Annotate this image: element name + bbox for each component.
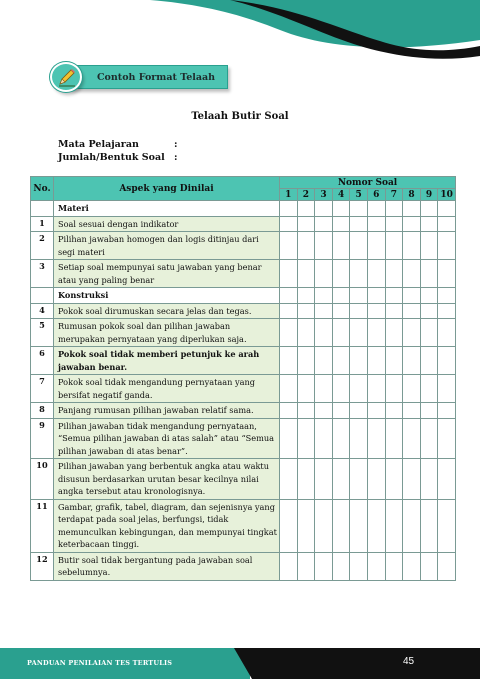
aspect-text: Pilihan jawaban yang berbentuk angka atau waktu disusun berdasarkan urutan besar kecilnya nilai angka tersebut atau kronologisnya. <box>54 459 280 500</box>
check-cell[interactable] <box>367 459 385 500</box>
check-cell[interactable] <box>280 201 298 217</box>
check-cell[interactable] <box>315 552 333 580</box>
aspect-text: Soal sesuai dengan indikator <box>54 216 280 232</box>
check-cell[interactable] <box>315 418 333 459</box>
check-cell[interactable] <box>297 403 315 419</box>
check-cell[interactable] <box>297 319 315 347</box>
check-cell[interactable] <box>332 499 350 552</box>
aspect-text: Pokok soal tidak memberi petunjuk ke arah jawaban benar. <box>54 347 280 375</box>
header-aspek: Aspek yang Dinilai <box>54 177 280 201</box>
check-cell[interactable] <box>385 552 403 580</box>
check-cell[interactable] <box>350 260 368 288</box>
table-row <box>31 403 456 419</box>
header-number-7: 7 <box>385 189 403 201</box>
check-cell[interactable] <box>350 418 368 459</box>
check-cell[interactable] <box>367 288 385 304</box>
check-cell[interactable] <box>297 232 315 260</box>
check-cell[interactable] <box>315 232 333 260</box>
check-cell[interactable] <box>367 319 385 347</box>
table-row <box>31 499 456 552</box>
header-wave <box>0 0 480 60</box>
check-cell[interactable] <box>332 303 350 319</box>
check-cell[interactable] <box>350 459 368 500</box>
check-cell[interactable] <box>385 403 403 419</box>
check-cell[interactable] <box>332 347 350 375</box>
badge-label: Contoh Format Telaah <box>97 72 216 83</box>
footer-dark-bar <box>234 648 480 679</box>
check-cell[interactable] <box>438 375 456 403</box>
check-cell[interactable] <box>403 403 421 419</box>
meta-label: Jumlah/Bentuk Soal <box>58 152 165 163</box>
check-cell[interactable] <box>350 375 368 403</box>
section-heading: Materi <box>54 201 280 217</box>
row-number: 8 <box>31 403 54 419</box>
check-cell[interactable] <box>367 403 385 419</box>
check-cell[interactable] <box>297 418 315 459</box>
pencil-icon <box>57 68 77 88</box>
check-cell[interactable] <box>367 201 385 217</box>
aspect-text: Pokok soal tidak mengandung pernyataan yang bersifat negatif ganda. <box>54 375 280 403</box>
check-cell[interactable] <box>297 347 315 375</box>
check-cell[interactable] <box>420 552 438 580</box>
review-table <box>30 176 456 581</box>
section-row <box>31 201 456 217</box>
table-row <box>31 216 456 232</box>
check-cell[interactable] <box>420 260 438 288</box>
check-cell[interactable] <box>385 216 403 232</box>
check-cell[interactable] <box>403 303 421 319</box>
check-cell[interactable] <box>420 403 438 419</box>
check-cell[interactable] <box>297 201 315 217</box>
check-cell[interactable] <box>438 232 456 260</box>
table-row <box>31 375 456 403</box>
table-row <box>31 552 456 580</box>
table-row <box>31 459 456 500</box>
check-cell[interactable] <box>438 288 456 304</box>
table-row <box>31 319 456 347</box>
row-number: 6 <box>31 347 54 375</box>
check-cell[interactable] <box>297 552 315 580</box>
header-number-4: 4 <box>332 189 350 201</box>
check-cell[interactable] <box>315 499 333 552</box>
header-number-2: 2 <box>297 189 315 201</box>
check-cell[interactable] <box>280 319 298 347</box>
check-cell[interactable] <box>385 418 403 459</box>
check-cell[interactable] <box>420 499 438 552</box>
header-number-3: 3 <box>315 189 333 201</box>
check-cell[interactable] <box>420 303 438 319</box>
header-number-5: 5 <box>350 189 368 201</box>
table-row <box>31 303 456 319</box>
check-cell[interactable] <box>385 232 403 260</box>
check-cell[interactable] <box>332 232 350 260</box>
badge-bar <box>70 65 228 89</box>
check-cell[interactable] <box>280 459 298 500</box>
check-cell[interactable] <box>403 459 421 500</box>
check-cell[interactable] <box>315 375 333 403</box>
check-cell[interactable] <box>350 552 368 580</box>
row-number <box>31 201 54 217</box>
check-cell[interactable] <box>280 418 298 459</box>
check-cell[interactable] <box>315 303 333 319</box>
check-cell[interactable] <box>332 375 350 403</box>
header-number-9: 9 <box>420 189 438 201</box>
check-cell[interactable] <box>315 201 333 217</box>
row-number <box>31 288 54 304</box>
check-cell[interactable] <box>350 319 368 347</box>
check-cell[interactable] <box>367 232 385 260</box>
check-cell[interactable] <box>350 303 368 319</box>
check-cell[interactable] <box>350 347 368 375</box>
header-number-8: 8 <box>403 189 421 201</box>
check-cell[interactable] <box>438 459 456 500</box>
check-cell[interactable] <box>332 216 350 232</box>
check-cell[interactable] <box>420 216 438 232</box>
check-cell[interactable] <box>438 418 456 459</box>
check-cell[interactable] <box>332 403 350 419</box>
check-cell[interactable] <box>420 418 438 459</box>
check-cell[interactable] <box>367 499 385 552</box>
check-cell[interactable] <box>438 347 456 375</box>
check-cell[interactable] <box>315 347 333 375</box>
check-cell[interactable] <box>297 303 315 319</box>
meta-label: Mata Pelajaran <box>58 139 139 150</box>
header-number-10: 10 <box>438 189 456 201</box>
aspect-text: Pilihan jawaban homogen dan logis ditinjau dari segi materi <box>54 232 280 260</box>
table-row <box>31 418 456 459</box>
check-cell[interactable] <box>403 201 421 217</box>
check-cell[interactable] <box>315 319 333 347</box>
document-title: Telaah Butir Soal <box>191 111 289 122</box>
row-number: 3 <box>31 260 54 288</box>
check-cell[interactable] <box>403 216 421 232</box>
check-cell[interactable] <box>280 375 298 403</box>
check-cell[interactable] <box>280 403 298 419</box>
header-number-1: 1 <box>280 189 298 201</box>
check-cell[interactable] <box>438 303 456 319</box>
check-cell[interactable] <box>315 216 333 232</box>
check-cell[interactable] <box>420 201 438 217</box>
check-cell[interactable] <box>280 216 298 232</box>
aspect-text: Pilihan jawaban tidak mengandung pernyataan, “Semua pilihan jawaban di atas salah” atau “Semua pilihan jawaban di atas benar”. <box>54 418 280 459</box>
check-cell[interactable] <box>280 347 298 375</box>
check-cell[interactable] <box>438 403 456 419</box>
row-number: 7 <box>31 375 54 403</box>
aspect-text: Pokok soal dirumuskan secara jelas dan tegas. <box>54 303 280 319</box>
check-cell[interactable] <box>367 216 385 232</box>
check-cell[interactable] <box>385 288 403 304</box>
check-cell[interactable] <box>297 499 315 552</box>
check-cell[interactable] <box>332 288 350 304</box>
check-cell[interactable] <box>280 232 298 260</box>
check-cell[interactable] <box>280 552 298 580</box>
header-number-6: 6 <box>367 189 385 201</box>
check-cell[interactable] <box>438 201 456 217</box>
row-number: 1 <box>31 216 54 232</box>
aspect-text: Gambar, grafik, tabel, diagram, dan sejenisnya yang terdapat pada soal jelas, berfungsi, tidak memunculkan kebingungan, dan mempunyai tingkat keterbacaan tinggi. <box>54 499 280 552</box>
check-cell[interactable] <box>367 552 385 580</box>
check-cell[interactable] <box>350 499 368 552</box>
row-number: 5 <box>31 319 54 347</box>
check-cell[interactable] <box>385 499 403 552</box>
check-cell[interactable] <box>350 216 368 232</box>
aspect-text: Rumusan pokok soal dan pilihan jawaban merupakan pernyataan yang diperlukan saja. <box>54 319 280 347</box>
check-cell[interactable] <box>367 347 385 375</box>
check-cell[interactable] <box>403 347 421 375</box>
check-cell[interactable] <box>385 375 403 403</box>
row-number: 2 <box>31 232 54 260</box>
table-row <box>31 232 456 260</box>
meta-separator: : <box>174 139 178 150</box>
check-cell[interactable] <box>280 260 298 288</box>
check-cell[interactable] <box>297 216 315 232</box>
check-cell[interactable] <box>403 552 421 580</box>
check-cell[interactable] <box>315 260 333 288</box>
check-cell[interactable] <box>315 288 333 304</box>
aspect-text: Panjang rumusan pilihan jawaban relatif sama. <box>54 403 280 419</box>
section-row <box>31 288 456 304</box>
check-cell[interactable] <box>403 418 421 459</box>
check-cell[interactable] <box>297 260 315 288</box>
check-cell[interactable] <box>438 319 456 347</box>
check-cell[interactable] <box>350 232 368 260</box>
row-number: 9 <box>31 418 54 459</box>
check-cell[interactable] <box>420 319 438 347</box>
check-cell[interactable] <box>385 260 403 288</box>
aspect-text: Setiap soal mempunyai satu jawaban yang benar atau yang paling benar <box>54 260 280 288</box>
check-cell[interactable] <box>420 288 438 304</box>
table-row <box>31 260 456 288</box>
check-cell[interactable] <box>385 347 403 375</box>
check-cell[interactable] <box>332 319 350 347</box>
aspect-text: Butir soal tidak bergantung pada jawaban soal sebelumnya. <box>54 552 280 580</box>
check-cell[interactable] <box>367 375 385 403</box>
check-cell[interactable] <box>280 499 298 552</box>
meta-row-subject <box>58 138 178 151</box>
check-cell[interactable] <box>367 418 385 459</box>
check-cell[interactable] <box>332 418 350 459</box>
section-badge <box>50 62 228 92</box>
check-cell[interactable] <box>350 403 368 419</box>
meta-row-count <box>58 151 178 164</box>
check-cell[interactable] <box>332 459 350 500</box>
check-cell[interactable] <box>367 260 385 288</box>
check-cell[interactable] <box>403 232 421 260</box>
footer-text: PANDUAN PENILAIAN TES TERTULIS <box>27 659 173 667</box>
check-cell[interactable] <box>438 552 456 580</box>
table-row <box>31 347 456 375</box>
row-number: 10 <box>31 459 54 500</box>
check-cell[interactable] <box>315 403 333 419</box>
badge-circle <box>50 62 82 92</box>
row-number: 12 <box>31 552 54 580</box>
check-cell[interactable] <box>367 303 385 319</box>
check-cell[interactable] <box>332 260 350 288</box>
header-nomor-soal: Nomor Soal <box>280 177 456 189</box>
row-number: 11 <box>31 499 54 552</box>
meta-fields <box>58 138 178 164</box>
row-number: 4 <box>31 303 54 319</box>
check-cell[interactable] <box>315 459 333 500</box>
check-cell[interactable] <box>385 303 403 319</box>
check-cell[interactable] <box>438 216 456 232</box>
check-cell[interactable] <box>350 288 368 304</box>
check-cell[interactable] <box>403 260 421 288</box>
check-cell[interactable] <box>420 347 438 375</box>
check-cell[interactable] <box>297 288 315 304</box>
check-cell[interactable] <box>385 201 403 217</box>
section-heading: Konstruksi <box>54 288 280 304</box>
check-cell[interactable] <box>332 201 350 217</box>
check-cell[interactable] <box>403 499 421 552</box>
check-cell[interactable] <box>332 552 350 580</box>
check-cell[interactable] <box>297 375 315 403</box>
header-no: No. <box>31 177 54 201</box>
check-cell[interactable] <box>385 459 403 500</box>
check-cell[interactable] <box>280 303 298 319</box>
check-cell[interactable] <box>403 319 421 347</box>
check-cell[interactable] <box>385 319 403 347</box>
meta-separator: : <box>174 152 178 163</box>
check-cell[interactable] <box>350 201 368 217</box>
check-cell[interactable] <box>420 459 438 500</box>
page-number: 45 <box>403 656 415 667</box>
check-cell[interactable] <box>403 288 421 304</box>
check-cell[interactable] <box>438 260 456 288</box>
check-cell[interactable] <box>297 459 315 500</box>
check-cell[interactable] <box>438 499 456 552</box>
check-cell[interactable] <box>420 232 438 260</box>
check-cell[interactable] <box>280 288 298 304</box>
check-cell[interactable] <box>403 375 421 403</box>
check-cell[interactable] <box>420 375 438 403</box>
